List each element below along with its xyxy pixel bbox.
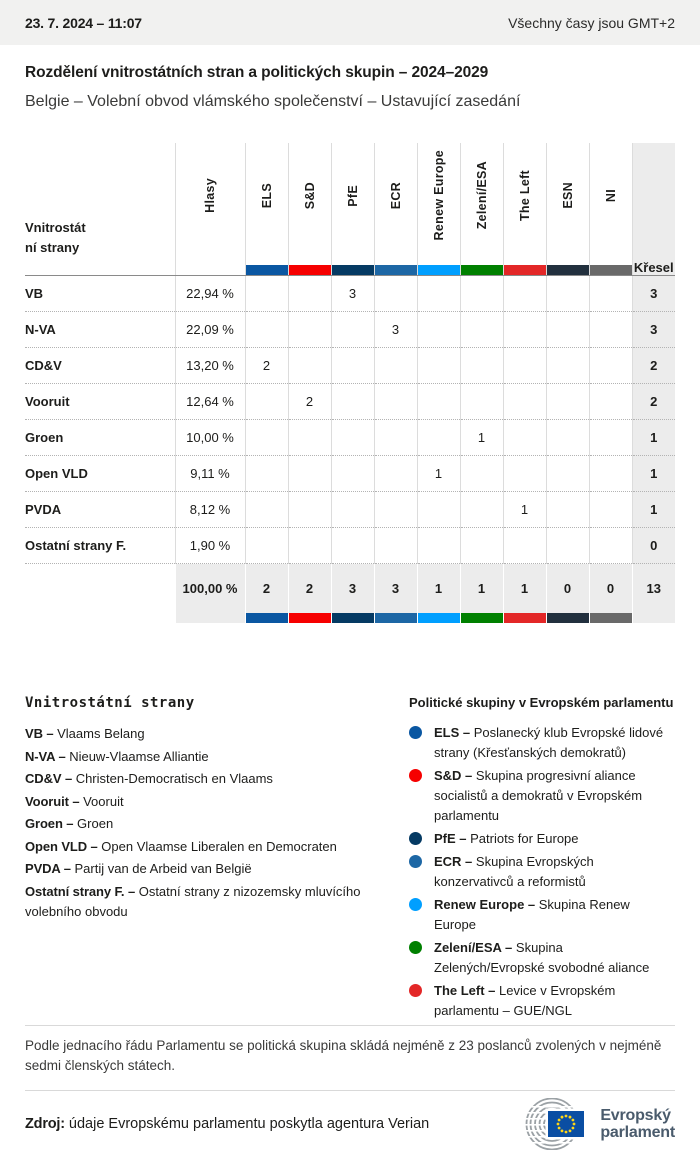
group-legend-item xyxy=(409,852,675,892)
table-row xyxy=(25,348,675,384)
party-legend-item: VB – Vlaams Belang xyxy=(25,726,145,741)
group-seats-cell xyxy=(546,528,589,564)
group-seats-cell xyxy=(288,276,331,312)
group-seats-cell xyxy=(546,348,589,384)
group-column-header: NI xyxy=(589,143,632,276)
total-seats-cell: 3 xyxy=(632,312,675,348)
group-color-bar xyxy=(418,265,460,275)
group-column-header: ESN xyxy=(546,143,589,276)
total-seats-cell: 2 xyxy=(632,384,675,420)
group-seats-cell xyxy=(245,312,288,348)
group-seats-cell xyxy=(245,492,288,528)
party-name-cell: CD&V xyxy=(25,358,62,373)
total-group-seats-cell: 3 xyxy=(331,564,374,624)
group-seats-cell xyxy=(546,420,589,456)
group-seats-cell xyxy=(417,276,460,312)
group-abbr: Zelení/ESA – xyxy=(434,940,513,955)
group-color-dot xyxy=(409,984,422,997)
group-seats-cell xyxy=(460,456,503,492)
group-seats-cell xyxy=(374,384,417,420)
group-seats-cell: 1 xyxy=(460,420,503,456)
group-seats-cell xyxy=(503,420,546,456)
group-color-dot xyxy=(409,898,422,911)
grand-total-seats-cell: 13 xyxy=(632,564,675,624)
group-legend-text: PfE – Patriots for Europe xyxy=(434,831,579,846)
legend-parties-title: Vnitrostátní strany xyxy=(25,695,195,711)
group-abbr: PfE – xyxy=(434,831,467,846)
group-seats-cell xyxy=(546,312,589,348)
group-legend-item xyxy=(409,829,675,849)
group-column-header: S&D xyxy=(288,143,331,276)
party-legend-item: Ostatní strany F. – Ostatní strany z nizozemsky mluvícího volebního obvodu xyxy=(25,883,361,919)
table-row xyxy=(25,312,675,348)
group-legend-item xyxy=(409,766,675,826)
party-legend-item: CD&V – Christen-Democratisch en Vlaams xyxy=(25,771,273,786)
page-title: Rozdělení vnitrostátních stran a politických skupin – 2024–2029 xyxy=(25,64,489,81)
group-column-header: PfE xyxy=(331,143,374,276)
total-seats-cell: 2 xyxy=(632,348,675,384)
group-seats-cell xyxy=(331,492,374,528)
timezone-note: Všechny časy jsou GMT+2 xyxy=(508,14,675,31)
party-legend-item: PVDA – Partij van de Arbeid van België xyxy=(25,861,252,876)
group-seats-cell xyxy=(374,348,417,384)
total-group-seats-cell: 3 xyxy=(374,564,417,624)
group-abbr: ECR – xyxy=(434,854,473,869)
group-seats-cell xyxy=(288,420,331,456)
votes-cell: 9,11 % xyxy=(175,456,245,492)
votes-cell: 12,64 % xyxy=(175,384,245,420)
ep-logo-text: Evropský parlament xyxy=(600,1107,675,1141)
total-group-seats-cell: 1 xyxy=(460,564,503,624)
group-seats-cell xyxy=(503,276,546,312)
total-seats-cell: 1 xyxy=(632,420,675,456)
votes-column-header: Hlasy xyxy=(175,143,245,276)
table-row xyxy=(25,420,675,456)
group-seats-cell: 3 xyxy=(331,276,374,312)
group-abbr: The Left – xyxy=(434,983,496,998)
group-column-header: ECR xyxy=(374,143,417,276)
group-seats-cell xyxy=(245,420,288,456)
seats-column-header: Křesel xyxy=(632,143,675,276)
total-seats-cell: 0 xyxy=(632,528,675,564)
total-group-seats-cell: 1 xyxy=(503,564,546,624)
party-name-cell: Groen xyxy=(25,430,64,445)
group-color-bar xyxy=(504,613,546,623)
group-legend-text: ECR – Skupina Evropských konzervativců a reformistů xyxy=(434,854,594,889)
group-seats-cell xyxy=(417,528,460,564)
group-color-bar xyxy=(246,613,288,623)
european-parliament-logo xyxy=(518,1098,675,1150)
party-name-cell: VB xyxy=(25,286,44,301)
divider xyxy=(25,1090,675,1091)
group-seats-cell xyxy=(460,312,503,348)
page-subtitle: Belgie – Volební obvod vlámského společenství – Ustavující zasedání xyxy=(25,93,521,110)
group-seats-cell xyxy=(503,348,546,384)
legend-political-groups xyxy=(409,695,675,1070)
votes-cell: 13,20 % xyxy=(175,348,245,384)
footnote-text: Podle jednacího řádu Parlamentu se politická skupina skládá nejméně z 23 poslanců zvolených v nejméně sedmi členských státech. xyxy=(25,1038,662,1073)
group-legend-text: S&D – Skupina progresivní aliance socialistů a demokratů v Evropském parlamentu xyxy=(434,768,643,823)
party-name-cell: PVDA xyxy=(25,502,62,517)
party-abbr: Open VLD – xyxy=(25,838,98,854)
group-seats-cell xyxy=(589,420,632,456)
group-column-header: ELS xyxy=(245,143,288,276)
votes-cell: 10,00 % xyxy=(175,420,245,456)
group-legend-text: ELS – Poslanecký klub Evropské lidové strany (Křesťanských demokratů) xyxy=(434,725,664,760)
group-seats-cell xyxy=(288,312,331,348)
group-legend-item xyxy=(409,895,675,935)
divider xyxy=(25,1025,675,1026)
group-abbr: S&D – xyxy=(434,768,473,783)
party-abbr: VB – xyxy=(25,726,54,741)
table-total-row xyxy=(25,564,675,624)
party-abbr: PVDA – xyxy=(25,861,71,876)
group-color-bar xyxy=(547,613,589,623)
group-seats-cell xyxy=(245,456,288,492)
group-abbr: Renew Europe – xyxy=(434,897,536,912)
source-label: Zdroj: xyxy=(25,1116,65,1132)
group-seats-cell xyxy=(589,348,632,384)
group-seats-cell xyxy=(288,348,331,384)
group-seats-cell xyxy=(288,456,331,492)
group-color-dot xyxy=(409,769,422,782)
group-seats-cell: 1 xyxy=(503,492,546,528)
group-seats-cell xyxy=(589,312,632,348)
group-color-bar xyxy=(590,613,632,623)
group-color-bar xyxy=(332,613,374,623)
total-seats-cell: 1 xyxy=(632,456,675,492)
group-color-dot xyxy=(409,941,422,954)
party-abbr: Ostatní strany F. – xyxy=(25,883,136,899)
source-value: údaje Evropskému parlamentu poskytla agentura Verian xyxy=(68,1116,430,1132)
group-color-bar xyxy=(289,613,331,623)
group-legend-text: Zelení/ESA – Skupina Zelených/Evropské svobodné aliance xyxy=(434,940,650,975)
group-seats-cell xyxy=(460,348,503,384)
group-seats-cell xyxy=(503,384,546,420)
group-seats-cell xyxy=(417,492,460,528)
group-color-bar xyxy=(375,613,417,623)
group-legend-item xyxy=(409,723,675,763)
group-legend-item xyxy=(409,938,675,978)
group-column-header: Zelení/ESA xyxy=(460,143,503,276)
group-seats-cell xyxy=(589,528,632,564)
table-row xyxy=(25,276,675,312)
total-group-seats-cell: 0 xyxy=(589,564,632,624)
party-name-cell: Vooruit xyxy=(25,394,70,409)
group-seats-cell xyxy=(331,384,374,420)
group-seats-cell xyxy=(417,348,460,384)
party-abbr: Vooruit – xyxy=(25,793,80,809)
group-seats-cell xyxy=(288,528,331,564)
top-bar xyxy=(0,0,700,45)
party-name-cell: N-VA xyxy=(25,322,56,337)
party-abbr: N-VA – xyxy=(25,748,66,764)
group-seats-cell: 2 xyxy=(288,384,331,420)
group-seats-cell: 1 xyxy=(417,456,460,492)
group-seats-cell xyxy=(546,492,589,528)
total-seats-cell: 1 xyxy=(632,492,675,528)
group-seats-cell xyxy=(460,384,503,420)
source-text xyxy=(25,1116,429,1132)
table-row xyxy=(25,528,675,564)
group-color-dot xyxy=(409,832,422,845)
votes-cell: 1,90 % xyxy=(175,528,245,564)
group-seats-cell xyxy=(503,456,546,492)
table-row xyxy=(25,384,675,420)
group-seats-cell: 2 xyxy=(245,348,288,384)
group-seats-cell xyxy=(546,384,589,420)
group-column-header: The Left xyxy=(503,143,546,276)
group-seats-cell xyxy=(460,492,503,528)
party-name-cell: Ostatní strany F. xyxy=(25,538,127,553)
group-seats-cell xyxy=(374,492,417,528)
group-seats-cell xyxy=(460,528,503,564)
group-seats-cell: 3 xyxy=(374,312,417,348)
group-seats-cell xyxy=(331,348,374,384)
party-name-cell: Open VLD xyxy=(25,466,88,481)
group-seats-cell xyxy=(417,384,460,420)
group-seats-cell xyxy=(331,528,374,564)
group-seats-cell xyxy=(460,276,503,312)
votes-cell: 22,09 % xyxy=(175,312,245,348)
total-seats-cell: 3 xyxy=(632,276,675,312)
seats-table xyxy=(25,143,675,623)
group-column-header: Renew Europe xyxy=(417,143,460,276)
group-color-bar xyxy=(461,265,503,275)
group-seats-cell xyxy=(546,456,589,492)
group-seats-cell xyxy=(374,276,417,312)
group-seats-cell xyxy=(417,420,460,456)
group-color-bar xyxy=(332,265,374,275)
party-column-header: Vnitrostátní strany xyxy=(25,143,175,276)
party-abbr: Groen – xyxy=(25,816,74,831)
group-seats-cell xyxy=(288,492,331,528)
party-legend-item: N-VA – Nieuw-Vlaamse Alliantie xyxy=(25,748,209,764)
group-seats-cell xyxy=(417,312,460,348)
total-group-seats-cell: 2 xyxy=(288,564,331,624)
group-seats-cell xyxy=(374,420,417,456)
votes-cell: 8,12 % xyxy=(175,492,245,528)
group-seats-cell xyxy=(331,456,374,492)
group-seats-cell xyxy=(589,492,632,528)
group-color-bar xyxy=(590,265,632,275)
group-seats-cell xyxy=(245,384,288,420)
group-seats-cell xyxy=(331,420,374,456)
date-time: 23. 7. 2024 – 11:07 xyxy=(25,14,142,31)
group-abbr: ELS – xyxy=(434,725,471,740)
group-color-bar xyxy=(547,265,589,275)
group-legend-text: Renew Europe – Skupina Renew Europe xyxy=(434,897,630,932)
total-group-seats-cell: 1 xyxy=(417,564,460,624)
group-legend-text: The Left – Levice v Evropském parlamentu – GUE/NGL xyxy=(434,983,616,1018)
ep-hemicycle-flag-icon xyxy=(518,1098,590,1150)
group-color-bar xyxy=(246,265,288,275)
group-color-bar xyxy=(461,613,503,623)
total-group-seats-cell: 2 xyxy=(245,564,288,624)
footer xyxy=(25,1025,675,1151)
group-seats-cell xyxy=(503,312,546,348)
group-seats-cell xyxy=(589,276,632,312)
group-legend-item xyxy=(409,981,675,1021)
group-color-dot xyxy=(409,855,422,868)
group-seats-cell xyxy=(546,276,589,312)
table-row xyxy=(25,492,675,528)
group-seats-cell xyxy=(589,456,632,492)
group-seats-cell xyxy=(245,528,288,564)
group-color-bar xyxy=(375,265,417,275)
group-color-dot xyxy=(409,726,422,739)
empty-cell xyxy=(25,564,175,624)
group-seats-cell xyxy=(589,384,632,420)
group-seats-cell xyxy=(245,276,288,312)
party-legend-item: Vooruit – Vooruit xyxy=(25,793,124,809)
party-legend-item: Groen – Groen xyxy=(25,816,114,831)
group-seats-cell xyxy=(374,528,417,564)
party-legend-item: Open VLD – Open Vlaamse Liberalen en Democraten xyxy=(25,838,337,854)
group-seats-cell xyxy=(503,528,546,564)
group-color-bar xyxy=(289,265,331,275)
legend-groups-title: Politické skupiny v Evropském parlamentu xyxy=(409,695,674,710)
votes-cell: 22,94 % xyxy=(175,276,245,312)
group-color-bar xyxy=(504,265,546,275)
legend-national-parties xyxy=(25,695,409,1070)
group-seats-cell xyxy=(331,312,374,348)
table-header-row xyxy=(25,143,675,276)
total-group-seats-cell: 0 xyxy=(546,564,589,624)
table-row xyxy=(25,456,675,492)
total-votes-cell: 100,00 % xyxy=(175,564,245,624)
group-seats-cell xyxy=(374,456,417,492)
party-abbr: CD&V – xyxy=(25,771,73,786)
group-color-bar xyxy=(418,613,460,623)
legend-section xyxy=(25,695,675,1070)
